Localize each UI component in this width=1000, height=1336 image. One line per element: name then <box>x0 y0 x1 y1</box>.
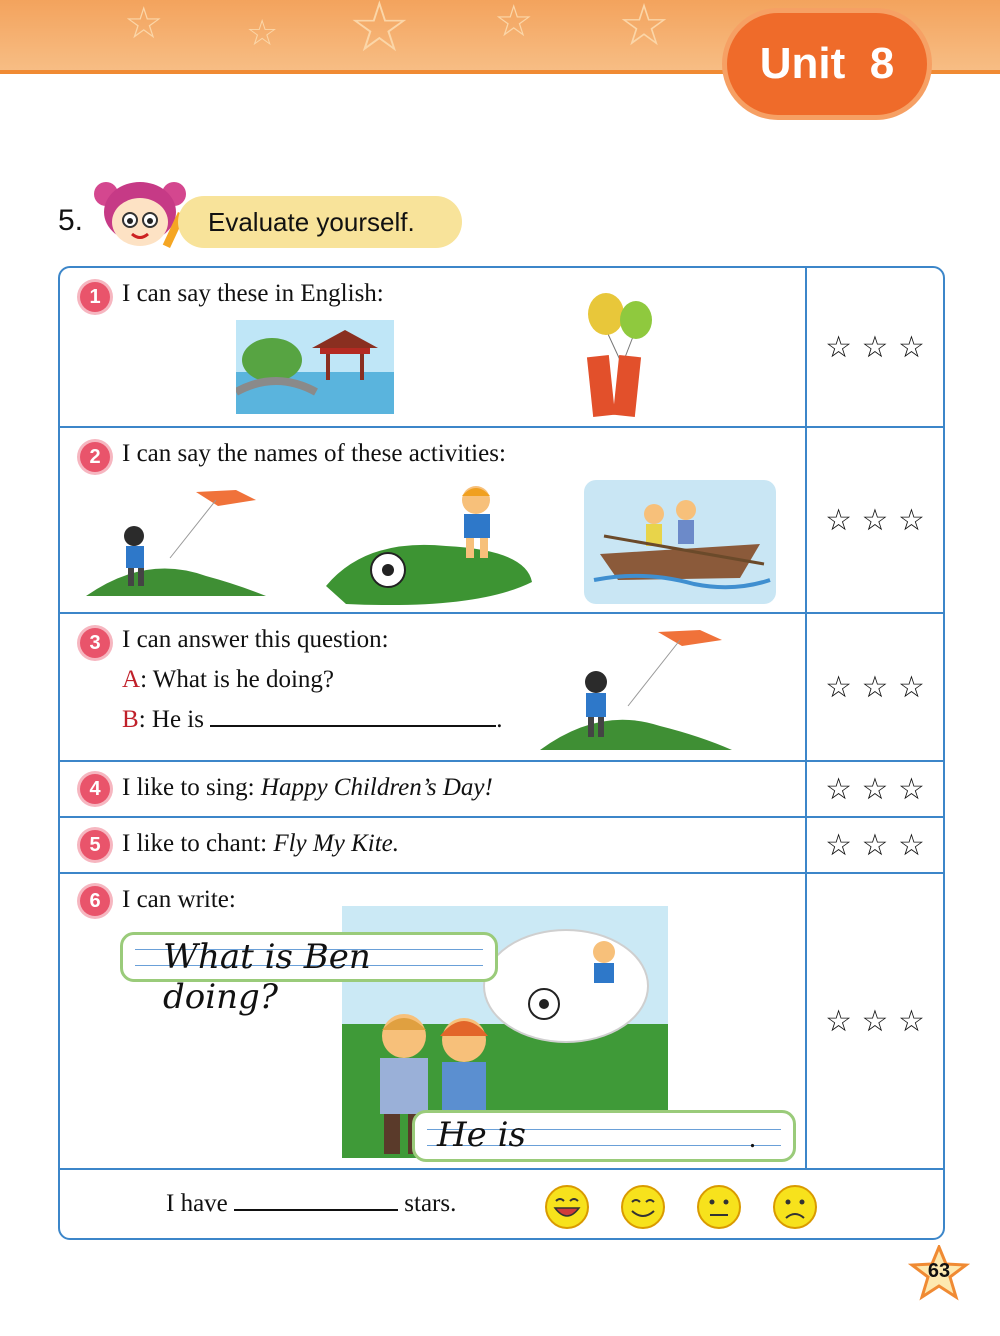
speaker-b-label: B <box>122 706 139 733</box>
star-decoration-icon: ☆ <box>246 13 279 54</box>
rating-stars[interactable]: ☆ ☆ ☆ <box>805 818 943 872</box>
table-row <box>60 762 943 818</box>
park-pavilion-image <box>236 320 394 414</box>
smiling-face-icon[interactable] <box>620 1184 666 1230</box>
boy-flying-kite-image <box>86 484 266 596</box>
rating-stars[interactable]: ☆ ☆ ☆ <box>805 762 943 816</box>
children-rowing-boat-image <box>584 480 776 604</box>
evaluation-table <box>58 266 945 1240</box>
rating-stars[interactable]: ☆ ☆ ☆ <box>805 428 943 612</box>
row-text: I can say the names of these activities: <box>122 440 506 467</box>
song-title: Happy Children’s Day! <box>260 774 493 801</box>
table-row <box>60 428 943 614</box>
balloons-childrens-day-image <box>580 290 660 418</box>
question-line <box>122 666 334 694</box>
mascot-icon <box>92 178 188 254</box>
item-number: 3 <box>80 628 110 658</box>
exercise-title: Evaluate yourself. <box>178 196 462 248</box>
row-text: I can write: <box>122 886 236 913</box>
star-count-blank[interactable] <box>234 1209 398 1211</box>
answer-period: . <box>749 1123 756 1154</box>
unit-badge <box>722 8 932 120</box>
speaker-a-label: A <box>122 666 141 693</box>
table-row <box>60 268 943 428</box>
answer-prefix: : He is <box>138 706 204 733</box>
row-text: I like to chant: Fly My Kite. <box>122 830 399 857</box>
answer-period: . <box>496 706 503 733</box>
rating-stars[interactable]: ☆ ☆ ☆ <box>805 268 943 426</box>
sad-face-icon[interactable] <box>772 1184 818 1230</box>
star-decoration-icon: ☆ <box>348 0 411 68</box>
boy-flying-kite-image <box>540 626 732 750</box>
question-text: : What is he doing? <box>140 666 335 693</box>
item-number: 1 <box>80 282 110 312</box>
item-number: 4 <box>80 774 110 804</box>
unit-label: Unit 8 <box>759 39 895 88</box>
row-text: I can answer this question: <box>122 626 389 653</box>
summary-row <box>60 1170 943 1238</box>
item-number: 5 <box>80 830 110 860</box>
laughing-face-icon[interactable] <box>544 1184 590 1230</box>
question-speech-bubble <box>120 932 498 1017</box>
rating-stars[interactable]: ☆ ☆ ☆ <box>805 874 943 1168</box>
answer-blank[interactable] <box>210 725 496 727</box>
table-row <box>60 818 943 874</box>
answer-line <box>122 706 502 734</box>
boy-playing-football-image <box>326 486 536 606</box>
row-text: I can say these in English: <box>122 280 384 307</box>
table-row <box>60 614 943 762</box>
item-number: 2 <box>80 442 110 472</box>
chant-title: Fly My Kite. <box>273 830 399 857</box>
rating-stars[interactable]: ☆ ☆ ☆ <box>805 614 943 760</box>
table-row <box>60 874 943 1170</box>
star-decoration-icon: ☆ <box>494 0 534 47</box>
star-decoration-icon: ☆ <box>618 0 670 59</box>
item-number: 6 <box>80 886 110 916</box>
neutral-face-icon[interactable] <box>696 1184 742 1230</box>
page-number: 63 <box>927 1260 951 1282</box>
star-decoration-icon: ☆ <box>124 0 164 49</box>
exercise-number: 5. <box>58 204 84 237</box>
answer-writing-box[interactable] <box>412 1110 796 1162</box>
bubble-answer-text: He is <box>437 1115 526 1155</box>
emoji-faces <box>544 1184 818 1230</box>
star-count-sentence: I have stars. <box>166 1190 457 1217</box>
row-text: I like to sing: Happy Children’s Day! <box>122 774 493 801</box>
bubble-question-text: What is Ben doing? <box>163 937 371 1017</box>
